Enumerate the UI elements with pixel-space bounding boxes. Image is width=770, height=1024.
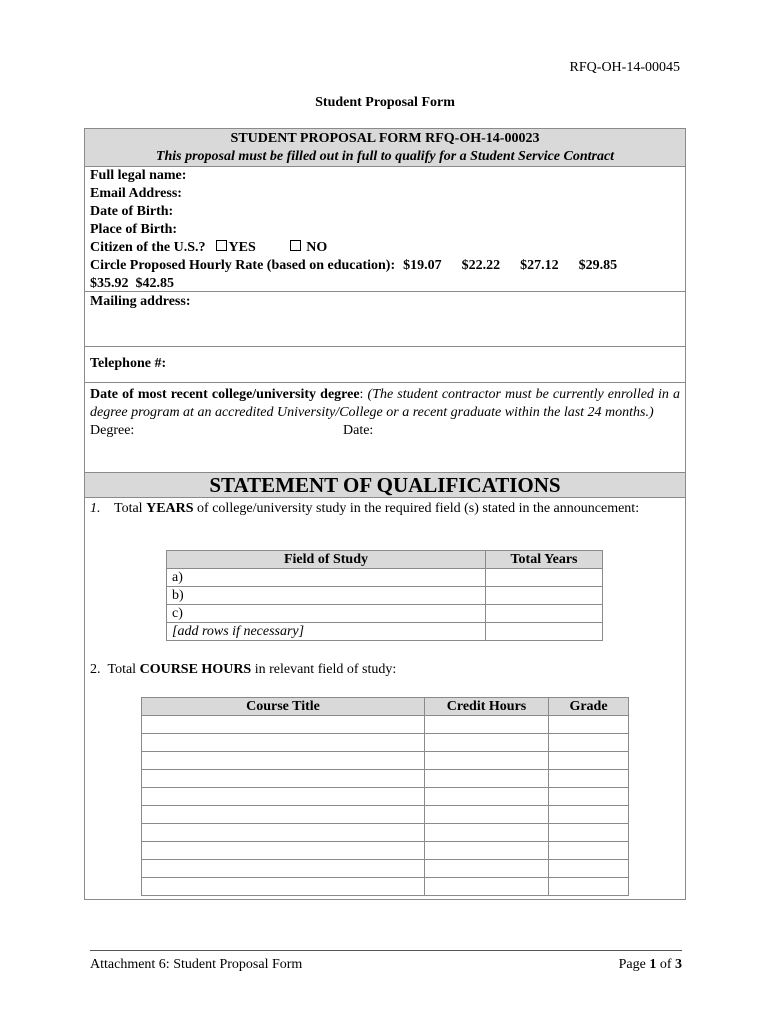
table-cell[interactable] xyxy=(486,605,603,623)
table-header: Grade xyxy=(549,698,629,716)
table-cell[interactable] xyxy=(425,734,549,752)
form-header xyxy=(85,129,685,167)
table-cell[interactable] xyxy=(142,806,425,824)
rate-option[interactable]: $27.12 xyxy=(520,258,559,273)
date-field[interactable]: Date: xyxy=(343,423,374,438)
current-page: 1 xyxy=(649,957,657,972)
table-cell[interactable] xyxy=(142,716,425,734)
q2-text-bold: COURSE HOURS xyxy=(139,662,252,677)
table-cell[interactable] xyxy=(549,842,629,860)
rate-label: Circle Proposed Hourly Rate (based on education): xyxy=(90,258,396,273)
degree-section: Date of most recent college/university degree: (The student contractor must be currently enrolled in a degree program at an accredited University/College or a recent graduate within the last 24 months.) Degree: Date: xyxy=(85,383,685,473)
table-cell[interactable] xyxy=(486,587,603,605)
no-checkbox[interactable] xyxy=(290,239,328,257)
dob-field[interactable]: Date of Birth: xyxy=(90,204,174,219)
table-row xyxy=(167,605,603,623)
table-cell[interactable]: c) xyxy=(167,605,486,623)
table-cell[interactable] xyxy=(425,860,549,878)
table-row xyxy=(142,860,629,878)
table-cell[interactable] xyxy=(549,716,629,734)
table-cell[interactable]: b) xyxy=(167,587,486,605)
table-row xyxy=(142,788,629,806)
table-cell[interactable] xyxy=(142,824,425,842)
footer-label: Attachment 6: Student Proposal Form xyxy=(90,957,303,972)
footer-divider xyxy=(90,950,682,951)
citizen-label: Citizen of the U.S.? xyxy=(90,240,206,255)
qualifications-heading: STATEMENT OF QUALIFICATIONS xyxy=(85,473,685,498)
q1-text-bold: YEARS xyxy=(146,501,194,516)
table-header: Field of Study xyxy=(167,551,486,569)
mailing-label: Mailing address: xyxy=(90,294,191,309)
form-subheading: This proposal must be filled out in full to qualify for a Student Service Contract xyxy=(155,149,615,164)
rate-option[interactable]: $35.92 xyxy=(90,276,129,291)
table-cell[interactable] xyxy=(425,842,549,860)
pob-field[interactable]: Place of Birth: xyxy=(90,222,178,237)
question-2 xyxy=(90,662,396,678)
rate-option[interactable]: $42.85 xyxy=(135,276,174,291)
q2-text-pre: Total xyxy=(107,662,137,677)
table-cell[interactable] xyxy=(549,734,629,752)
table-row xyxy=(142,878,629,896)
rates-row-2 xyxy=(90,275,680,293)
full-name-field[interactable]: Full legal name: xyxy=(90,168,187,183)
table-cell[interactable] xyxy=(142,752,425,770)
page-number xyxy=(619,957,682,973)
degree-field[interactable]: Degree: xyxy=(90,423,135,438)
table-cell[interactable] xyxy=(425,824,549,842)
q2-text-post: in relevant field of study: xyxy=(254,662,397,677)
rate-option[interactable]: $22.22 xyxy=(461,258,501,273)
table-row xyxy=(142,824,629,842)
page-title: Student Proposal Form xyxy=(315,95,455,110)
table-cell[interactable] xyxy=(486,623,603,641)
table-cell[interactable] xyxy=(142,842,425,860)
field-of-study-table xyxy=(166,550,603,641)
table-row xyxy=(167,569,603,587)
rates-row xyxy=(90,257,680,275)
table-cell[interactable] xyxy=(142,860,425,878)
table-cell[interactable] xyxy=(549,788,629,806)
table-row xyxy=(142,716,629,734)
checkbox-icon xyxy=(216,240,227,251)
table-cell[interactable] xyxy=(142,788,425,806)
q1-text-post: of college/university study in the required field (s) stated in the announcement: xyxy=(197,501,640,516)
table-cell[interactable] xyxy=(142,734,425,752)
table-header: Total Years xyxy=(486,551,603,569)
mailing-address-field[interactable] xyxy=(85,292,685,347)
table-row xyxy=(167,623,603,641)
table-row xyxy=(142,842,629,860)
form-heading: STUDENT PROPOSAL FORM RFQ-OH-14-00023 xyxy=(230,131,540,146)
question-1-number: 1. xyxy=(90,501,101,516)
degree-note: (The student contractor must be currently enrolled in a degree program at an accredited University/College or a recent graduate within the last 24 months.) xyxy=(90,387,681,420)
table-cell[interactable] xyxy=(425,770,549,788)
table-cell[interactable] xyxy=(425,752,549,770)
personal-info-section xyxy=(85,167,685,292)
table-cell[interactable] xyxy=(486,569,603,587)
checkbox-icon xyxy=(290,240,301,251)
table-cell[interactable] xyxy=(549,806,629,824)
table-cell[interactable] xyxy=(549,770,629,788)
no-label: NO xyxy=(306,240,328,255)
table-cell[interactable] xyxy=(425,716,549,734)
email-field[interactable]: Email Address: xyxy=(90,186,182,201)
table-row xyxy=(142,770,629,788)
table-cell[interactable] xyxy=(549,860,629,878)
table-cell[interactable] xyxy=(425,788,549,806)
table-cell[interactable] xyxy=(549,878,629,896)
total-pages: 3 xyxy=(675,957,682,972)
q1-text-pre: Total xyxy=(114,501,143,516)
citizen-row xyxy=(90,239,680,257)
telephone-field[interactable] xyxy=(85,347,685,383)
page-label: Page xyxy=(618,957,646,972)
table-header: Course Title xyxy=(142,698,425,716)
question-2-number: 2. xyxy=(90,662,101,677)
table-cell[interactable] xyxy=(549,752,629,770)
rate-option[interactable]: $19.07 xyxy=(403,258,442,273)
table-cell[interactable] xyxy=(425,878,549,896)
table-row xyxy=(142,752,629,770)
table-cell[interactable]: [add rows if necessary] xyxy=(167,623,486,641)
yes-label: YES xyxy=(228,240,256,255)
proposal-form xyxy=(84,128,686,900)
table-cell[interactable] xyxy=(549,824,629,842)
table-header: Credit Hours xyxy=(425,698,549,716)
table-cell[interactable]: a) xyxy=(167,569,486,587)
rate-option[interactable]: $29.85 xyxy=(578,258,618,273)
page-of: of xyxy=(659,957,672,972)
question-1 xyxy=(85,500,685,518)
degree-date-label: Date of most recent college/university degree xyxy=(90,387,360,402)
table-cell[interactable] xyxy=(425,806,549,824)
table-cell[interactable] xyxy=(142,878,425,896)
yes-checkbox[interactable] xyxy=(216,239,256,257)
course-hours-table xyxy=(141,697,629,896)
document-reference: RFQ-OH-14-00045 xyxy=(569,60,680,75)
table-row xyxy=(142,734,629,752)
table-cell[interactable] xyxy=(142,770,425,788)
telephone-label: Telephone #: xyxy=(90,356,167,371)
table-row xyxy=(142,806,629,824)
table-row xyxy=(167,587,603,605)
